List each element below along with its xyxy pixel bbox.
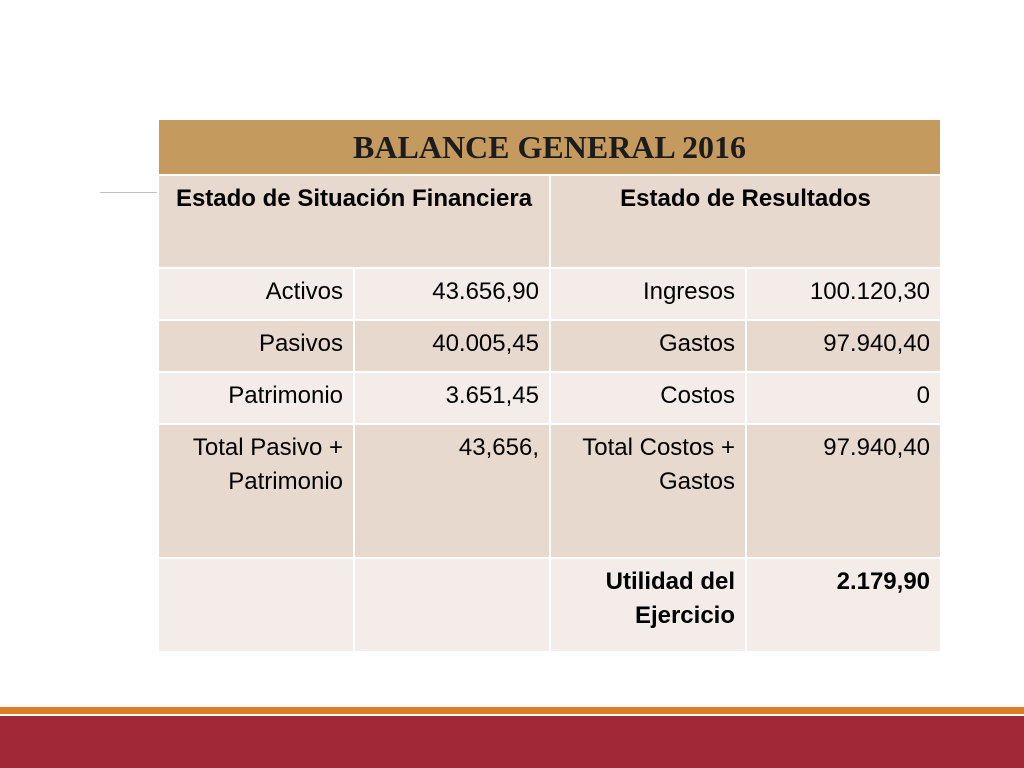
header-income-statement: Estado de Resultados — [550, 175, 941, 268]
row-value: 40.005,45 — [354, 320, 550, 372]
row-label: Ingresos — [550, 268, 746, 320]
row-value: 3.651,45 — [354, 372, 550, 424]
net-income-label: Utilidad del Ejercicio — [550, 558, 746, 652]
row-value: 97.940,40 — [746, 320, 941, 372]
row-label: Activos — [158, 268, 354, 320]
row-label: Total Costos + Gastos — [550, 424, 746, 558]
row-label: Pasivos — [158, 320, 354, 372]
footer-red-band — [0, 716, 1024, 768]
row-label: Costos — [550, 372, 746, 424]
row-value — [354, 558, 550, 652]
header-financial-position: Estado de Situación Financiera — [158, 175, 550, 268]
row-value: 43,656, — [354, 424, 550, 558]
row-label — [158, 558, 354, 652]
table-row — [158, 320, 941, 372]
table-title: BALANCE GENERAL 2016 — [158, 119, 941, 175]
row-value: 0 — [746, 372, 941, 424]
table-row — [158, 268, 941, 320]
accent-line — [100, 192, 160, 193]
table-row — [158, 424, 941, 558]
table-row — [158, 558, 941, 652]
row-value: 43.656,90 — [354, 268, 550, 320]
row-value: 97.940,40 — [746, 424, 941, 558]
row-value: 100.120,30 — [746, 268, 941, 320]
net-income-value: 2.179,90 — [746, 558, 941, 652]
row-label: Gastos — [550, 320, 746, 372]
row-label: Total Pasivo + Patrimonio — [158, 424, 354, 558]
balance-table — [157, 118, 942, 653]
row-label: Patrimonio — [158, 372, 354, 424]
table-row — [158, 372, 941, 424]
footer-orange-stripe — [0, 707, 1024, 714]
